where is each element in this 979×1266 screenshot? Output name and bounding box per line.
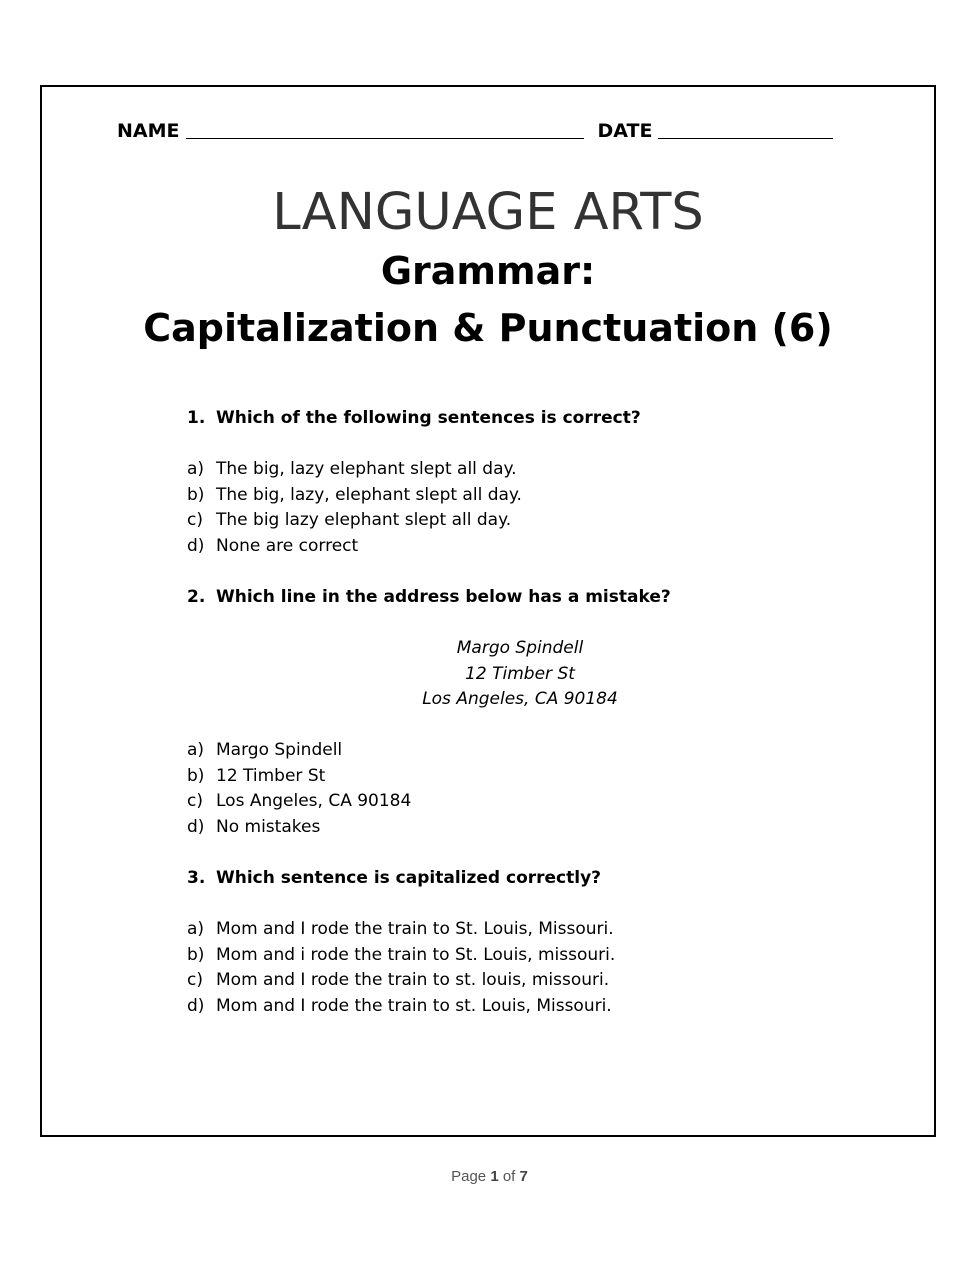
option-letter: b) — [187, 765, 205, 786]
option-text: Mom and i rode the train to St. Louis, missouri. — [216, 944, 616, 965]
worksheet-frame — [40, 85, 936, 1137]
option-b[interactable] — [187, 943, 615, 969]
question-text: Which of the following sentences is correct? — [216, 408, 641, 428]
option-letter: d) — [187, 535, 205, 556]
option-c[interactable] — [187, 508, 522, 534]
date-blank-line[interactable] — [658, 120, 833, 139]
subtitle-grammar: Grammar: — [380, 249, 596, 293]
question-2-options — [187, 738, 411, 840]
current-page-number: 1 — [490, 1168, 499, 1185]
name-date-row — [117, 120, 877, 142]
option-text: Los Angeles, CA 90184 — [216, 791, 412, 812]
option-letter: d) — [187, 816, 205, 837]
question-number: 1. — [187, 408, 206, 428]
option-text: The big, lazy, elephant slept all day. — [216, 484, 522, 505]
date-label: DATE — [597, 120, 653, 142]
option-a[interactable] — [187, 738, 411, 764]
name-label: NAME — [117, 120, 180, 142]
page-label: Page — [451, 1168, 487, 1185]
option-letter: a) — [187, 459, 205, 479]
question-3 — [187, 868, 601, 888]
question-1-options — [187, 457, 522, 559]
address-block — [74, 636, 966, 713]
option-letter: c) — [187, 970, 203, 991]
option-letter: a) — [187, 740, 205, 760]
question-2 — [187, 587, 671, 607]
option-text: No mistakes — [216, 816, 321, 837]
option-d[interactable] — [187, 994, 615, 1020]
option-text: 12 Timber St — [216, 765, 326, 786]
option-text: Margo Spindell — [216, 740, 343, 760]
option-a[interactable] — [187, 917, 615, 943]
option-text: None are correct — [216, 535, 359, 556]
option-letter: c) — [187, 791, 203, 812]
name-blank-line[interactable] — [186, 120, 584, 139]
question-3-options — [187, 917, 615, 1019]
question-text: Which line in the address below has a mistake? — [216, 587, 671, 607]
question-text: Which sentence is capitalized correctly? — [216, 868, 602, 888]
option-text: The big lazy elephant slept all day. — [216, 510, 512, 531]
question-number: 2. — [187, 587, 206, 607]
option-c[interactable] — [187, 968, 615, 994]
option-text: Mom and I rode the train to st. Louis, Missouri. — [216, 995, 612, 1016]
question-number: 3. — [187, 868, 206, 888]
option-b[interactable] — [187, 483, 522, 509]
option-text: Mom and I rode the train to St. Louis, Missouri. — [216, 919, 614, 939]
option-a[interactable] — [187, 457, 522, 483]
option-letter: c) — [187, 510, 203, 531]
option-b[interactable] — [187, 764, 411, 790]
total-pages-number: 7 — [519, 1168, 528, 1185]
option-c[interactable] — [187, 789, 411, 815]
option-letter: b) — [187, 944, 205, 965]
address-line-city: Los Angeles, CA 90184 — [422, 689, 618, 710]
option-text: The big, lazy elephant slept all day. — [216, 459, 517, 479]
address-line-name: Margo Spindell — [456, 638, 584, 658]
option-d[interactable] — [187, 534, 522, 560]
of-label: of — [502, 1168, 516, 1185]
page-footer — [0, 1168, 979, 1185]
option-letter: d) — [187, 995, 205, 1016]
page-title: LANGUAGE ARTS — [272, 183, 704, 242]
question-1 — [187, 408, 641, 428]
subtitle-topic: Capitalization & Punctuation (6) — [143, 306, 833, 350]
option-letter: b) — [187, 484, 205, 505]
option-letter: a) — [187, 919, 205, 939]
option-d[interactable] — [187, 815, 411, 841]
address-line-street: 12 Timber St — [465, 663, 575, 684]
option-text: Mom and I rode the train to st. louis, missouri. — [216, 970, 610, 991]
